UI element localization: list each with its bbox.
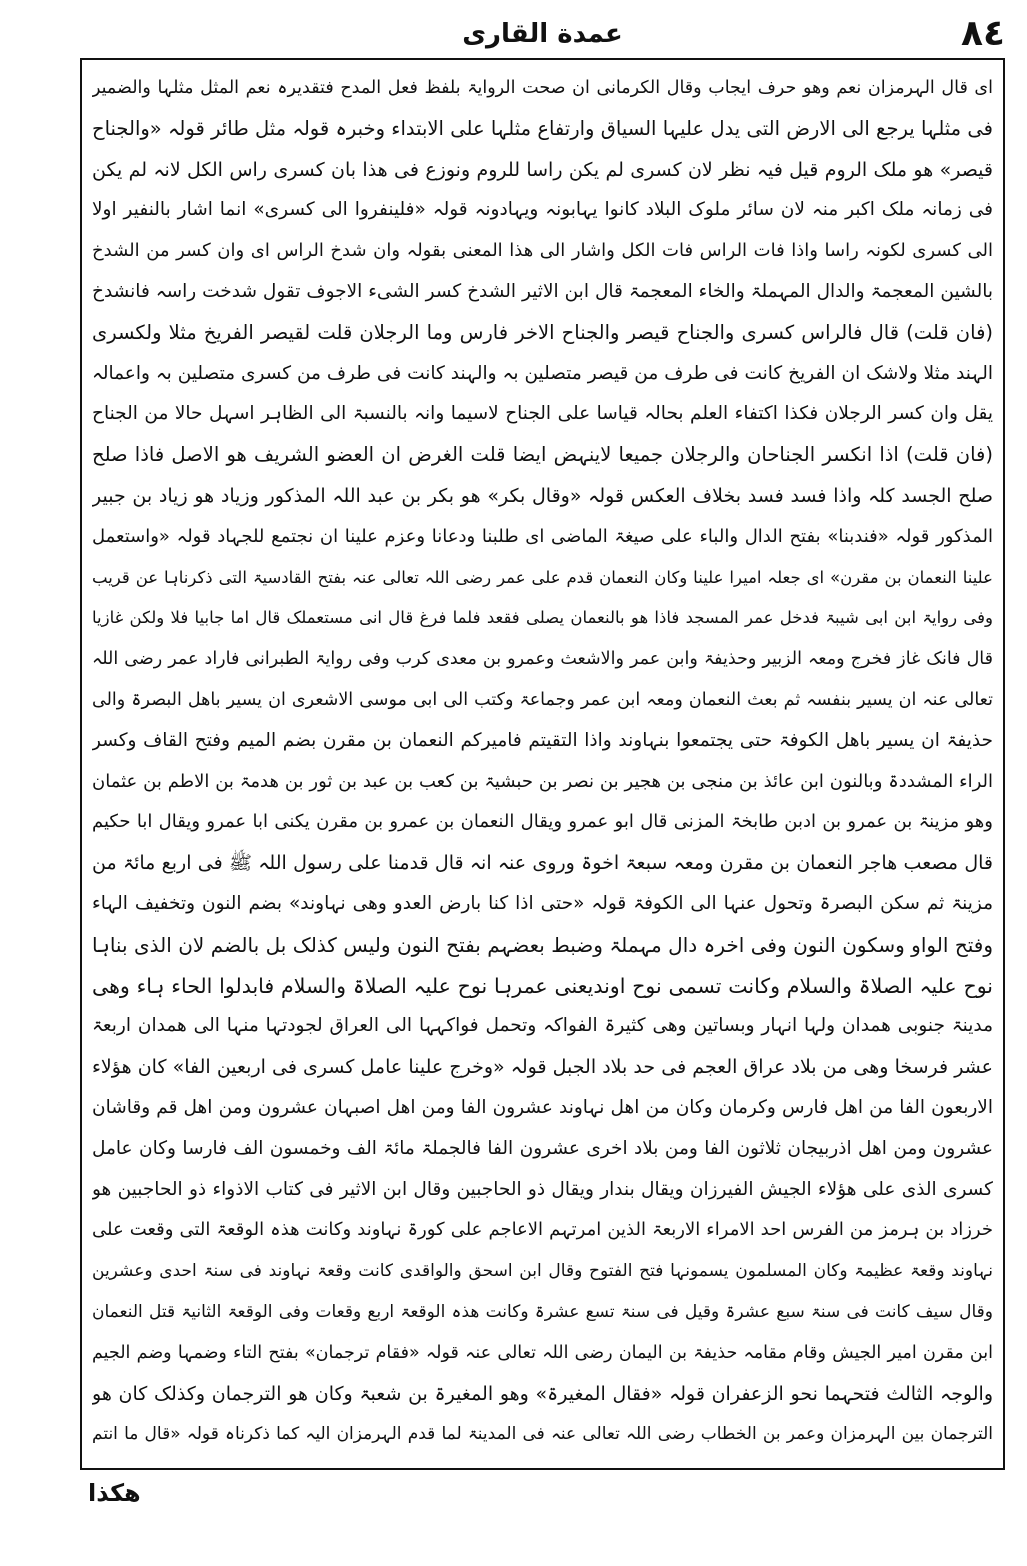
text-line: عشرون ومن اھل اذربیجان ثلاثون الفا ومن بلاد اخری عشرون الفا فالجملۃ مائۃ الف وخمسون الف فارسا وکان عامل — [92, 1137, 993, 1159]
text-body — [92, 68, 993, 1455]
text-line: المذکور قولہ «فندبنا» بفتح الدال والباء علی صیغۃ الماضی ای طلبنا ودعانا وعزم علینا ان نجتمع للجہاد قولہ «واستعمل — [92, 525, 993, 547]
text-line: قال مصعب ھاجر النعمان بن مقرن ومعہ سبعۃ اخوۃ وروی عنہ انہ قال قدمنا علی رسول اللہ ﷺ فی اربع مائۃ من — [92, 852, 993, 875]
text-line: الاربعون الفا من اھل فارس وکرمان وکان من اھل نہاوند عشرون الفا ومن اھل اصبہان عشرون ومن اھل قم وقاشان — [92, 1096, 993, 1118]
text-line: مزینۃ ثم سکن البصرۃ وتحول عنہا الی الکوفۃ قولہ «حتی اذا کنا بارض العدو وھی نہاوند» بضم النون وتخفیف الہاء — [92, 892, 993, 914]
text-line: بالشین المعجمۃ والدال المہملۃ والخاء المعجمۃ قال ابن الاثیر الشدخ کسر الشیء الاجوف تقول شدخت راسہ فانشدخ — [92, 280, 993, 302]
text-line: الترجمان بین الہرمزان وعمر بن الخطاب رضی اللہ تعالی عنہ فی المدینۃ لما قدم الہرمزان الیہ کما ذکرناہ قولہ «قال ما انتم — [92, 1424, 993, 1445]
text-line: عشر فرسخا وھی من بلاد عراق العجم فی حد بلاد الجبل قولہ «وخرج علینا عامل کسری فی اربعین الفا» کان ھؤلاء — [92, 1056, 993, 1079]
text-line: (فان قلت) اذا انکسر الجناحان والرجلان جمیعا لاینہض ایضا قلت الغرض ان العضو الشریف ھو الاصل فاذا صلح — [92, 443, 993, 467]
text-line: الراء المشددۃ وبالنون ابن عائذ بن منجی بن ھجیر بن نصر بن حبشیۃ بن کعب بن عبد بن ثور بن ھدمۃ بن الاطم بن عثمان — [92, 770, 993, 792]
text-frame — [80, 58, 1005, 1470]
text-line: فی زمانہ ملک اکبر منہ لان سائر ملوک البلاد کانوا یہابونہ ویہادونہ قولہ «فلینفروا الی کسری» انما اشار بالنفیر اولا — [92, 199, 993, 221]
text-line: وفتح الواو وسکون النون وفی اخرہ دال مہملۃ وضبط بعضہم بفتح النون ولیس کذلک بل بالضم لان الذی بناہا — [92, 932, 993, 957]
text-line: نہاوند وقعۃ عظیمۃ وکان المسلمون یسمونہا فتح الفتوح وقال ابن اسحق والواقدی کانت وقعۃ نہاوند فی سنۃ احدی وعشرین — [92, 1261, 993, 1282]
text-line: (فان قلت) قال فالراس کسری والجناح قیصر والجناح الاخر فارس وما الرجلان قلت لقیصر الفریخ مثلا ولکسری — [92, 320, 993, 344]
text-line: الہند مثلا ولاشک ان الفریخ کانت فی طرف من قیصر متصلین بہ والہند کانت فی طرف من کسری متصلین بہ واعمالہ — [92, 362, 993, 384]
text-line: ای قال الہرمزان نعم وھو حرف ایجاب وقال الکرمانی ان صحت الروایۃ بلفظ فعل المدح فتقدیرہ نعم المثل مثلہا والضمیر — [92, 78, 993, 98]
text-line: حذیفۃ ان یسیر باھل الکوفۃ حتی یجتمعوا بنہاوند واذا التقیتم فامیرکم النعمان بن مقرن بضم المیم وفتح القاف وکسر — [92, 729, 993, 751]
running-title: عمدة القاری — [462, 19, 623, 49]
text-line: خرزاد بن ہرمز من الفرس احد الامراء الاربعۃ الذین امرتہم الاعاجم علی کورۃ نہاوند وکانت ھذہ الوقعۃ التی وقعت علی — [92, 1219, 993, 1241]
page-number: ٨٤ — [961, 13, 1005, 54]
text-line: وقال سیف کانت فی سنۃ سبع عشرۃ وقیل فی سنۃ تسع عشرۃ وکانت ھذہ الوقعۃ اربع وقعات وفی الوقعۃ الثانیۃ قتل النعمان — [92, 1301, 993, 1322]
text-line: یقل وان کسر الرجلان فکذا اکتفاء العلم بحالہ قیاسا علی الجناح لاسیما وانہ بالنسبۃ الی الظاہر اسہل حالا من الجناح — [92, 403, 993, 425]
text-line: فی مثلہا یرجع الی الارض التی یدل علیہا السیاق وارتفاع مثلہا علی الابتداء وخبرہ قولہ مثل طائر قولہ «والجناح — [92, 116, 993, 140]
text-line: ابن مقرن امیر الجیش وقام مقامہ حذیفۃ بن الیمان رضی اللہ تعالی عنہ قولہ «فقام ترجمان» بفتح التاء وضمہا وضم الجیم — [92, 1342, 993, 1363]
text-line: قیصر» ھو ملک الروم قیل فیہ نظر لان کسری لم یکن راسا للروم ونوزع فی ھذا بان کسری راس الکل لانہ لم یکن — [92, 158, 993, 181]
text-line: صلح الجسد کلہ واذا فسد فسد بخلاف العکس قولہ «وقال بکر» ھو بکر بن عبد اللہ المذکور وزیاد ھو زیاد بن جبیر — [92, 484, 993, 507]
text-line: الی کسری لکونہ راسا واذا فات الراس فات الکل واشار الی ھذا المعنی بقولہ وان شدخ الراس ای وان کسر من الشدخ — [92, 240, 993, 262]
text-line: مدینۃ جنوبی ھمدان ولہا انہار وبساتین وھی کثیرۃ الفواکہ وتحمل فواکہہا الی العراق لجودتہا منہا الی ھمدان اربعۃ — [92, 1015, 993, 1037]
text-line: تعالی عنہ ان یسیر بنفسہ ثم بعث النعمان ومعہ ابن عمر وجماعۃ وکتب الی ابی موسی الاشعری ان یسیر باھل البصرۃ والی — [92, 689, 993, 710]
page-header — [80, 12, 1005, 52]
text-line: کسری الذی علی ھؤلاء الجیش الفیرزان ویقال بندار ویقال ذو الحاجبین وقال ابن الاثیر فی کتاب الاذواء ذو الحاجبین ھو — [92, 1178, 993, 1200]
text-line: قال فانک غاز فخرج ومعہ الزبیر وحذیفۃ وابن عمر والاشعث وعمرو بن معدی کرب وفی روایۃ الطبرانی فاراد عمر رضی اللہ — [92, 649, 993, 670]
text-line: نوح علیہ الصلاۃ والسلام وکانت تسمی نوح اوندیعنی عمرہا نوح علیہ الصلاۃ والسلام فابدلوا الحاء ہاء وھی — [92, 973, 993, 998]
catchword: ھکذا — [88, 1479, 141, 1507]
text-line: والوجہ الثالث فتحہما نحو الزعفران قولہ «فقال المغیرۃ» وھو المغیرۃ بن شعبۃ وکان ھو الترجمان وکذلک کان ھو — [92, 1382, 993, 1405]
text-line: وھو مزینۃ بن عمرو بن ادبن طابخۃ المزنی قال ابو عمرو ویقال النعمان بن عمرو بن مقرن یکنی ابا عمرو ویقال ابا حکیم — [92, 811, 993, 833]
text-line: وفی روایۃ ابن ابی شیبۃ فدخل عمر المسجد فاذا ھو بالنعمان یصلی فقعد فلما فرغ قال انی مستعملک قال اما جابیا فلا ولکن غازیا — [92, 608, 993, 628]
text-line: علینا النعمان بن مقرن» ای جعلہ امیرا علینا وکان النعمان قدم علی عمر رضی اللہ تعالی عنہ بفتح القادسیۃ التی ذکرناہا عن قریب — [92, 567, 993, 587]
